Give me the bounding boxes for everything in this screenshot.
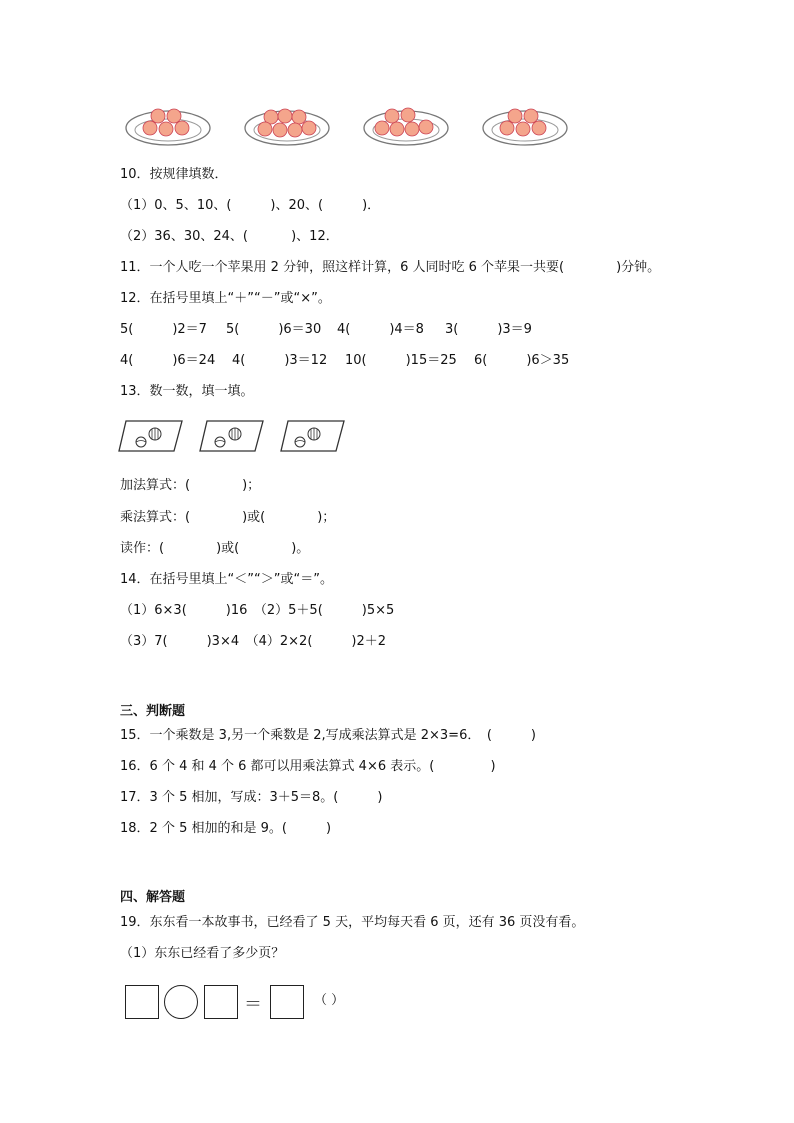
apple-plate-4: [481, 102, 569, 150]
q12-title: 12．在括号里填上“＋”“－”或“×”。: [120, 291, 331, 306]
q12-row1-item-1: 5( )2＝7: [120, 322, 207, 337]
ball-tray-2: [199, 418, 265, 454]
ball-tray-3: [280, 418, 346, 454]
q10-line-1: （1）0、5、10、( )、20、( )．: [120, 198, 381, 213]
unit-blank[interactable]: （ ）: [314, 993, 345, 1008]
q19-text: 19．东东看一本故事书，已经看了 5 天，平均每天看 6 页，还有 36 页没有看。: [120, 915, 585, 930]
q12-row1-item-3: 4( )4＝8: [337, 322, 424, 337]
q17-text: 17．3 个 5 相加，写成：3＋5＝8。( ): [120, 790, 383, 805]
q12-row1-item-2: 5( )6＝30: [226, 322, 322, 337]
q13-title: 13．数一数，填一填。: [120, 384, 254, 399]
operator-circle[interactable]: [164, 985, 198, 1019]
apple-plate-3: [362, 102, 450, 150]
q13-add: 加法算式：( )；: [120, 478, 261, 493]
section-3-title: 三、判断题: [120, 704, 186, 719]
q12-row2-item-2: 4( )3＝12: [232, 353, 328, 368]
q13-mul: 乘法算式：( )或( )；: [120, 510, 336, 525]
answer-box-1[interactable]: [125, 985, 159, 1019]
q15-text: 15．一个乘数是 3,另一个乘数是 2,写成乘法算式是 2×3=6． ( ): [120, 728, 536, 743]
q18-text: 18．2 个 5 相加的和是 9。( ): [120, 821, 332, 836]
q14-line-2: （3）7( )3×4 （4）2×2( )2＋2: [120, 634, 387, 649]
q12-row1-item-4: 3( )3＝9: [445, 322, 532, 337]
q10-line-2: （2）36、30、24、( )、12．: [120, 229, 339, 244]
q11-text: 11．一个人吃一个苹果用 2 分钟，照这样计算，6 人同时吃 6 个苹果一共要( )分钟。: [120, 260, 661, 275]
q10-title: 10．按规律填数．: [120, 167, 228, 182]
q16-text: 16．6 个 4 和 4 个 6 都可以用乘法算式 4×6 表示。( ): [120, 759, 496, 774]
apple-plate-2: [243, 102, 331, 150]
answer-box-result[interactable]: [270, 985, 304, 1019]
q12-row2-item-3: 10( )15＝25: [345, 353, 457, 368]
q19-part-1: （1）东东已经看了多少页？: [120, 946, 285, 961]
apple-plate-1: [124, 102, 212, 150]
ball-tray-1: [118, 418, 184, 454]
q13-read: 读作：( )或( )。: [120, 541, 310, 556]
equals-sign: ＝: [244, 994, 262, 1015]
q12-row2-item-1: 4( )6＝24: [120, 353, 216, 368]
section-4-title: 四、解答题: [120, 890, 186, 905]
q12-row2-item-4: 6( )6＞35: [474, 353, 570, 368]
q14-line-1: （1）6×3( )16 （2）5＋5( )5×5: [120, 603, 395, 618]
q14-title: 14．在括号里填上“＜”“＞”或“＝”。: [120, 572, 333, 587]
answer-box-2[interactable]: [204, 985, 238, 1019]
